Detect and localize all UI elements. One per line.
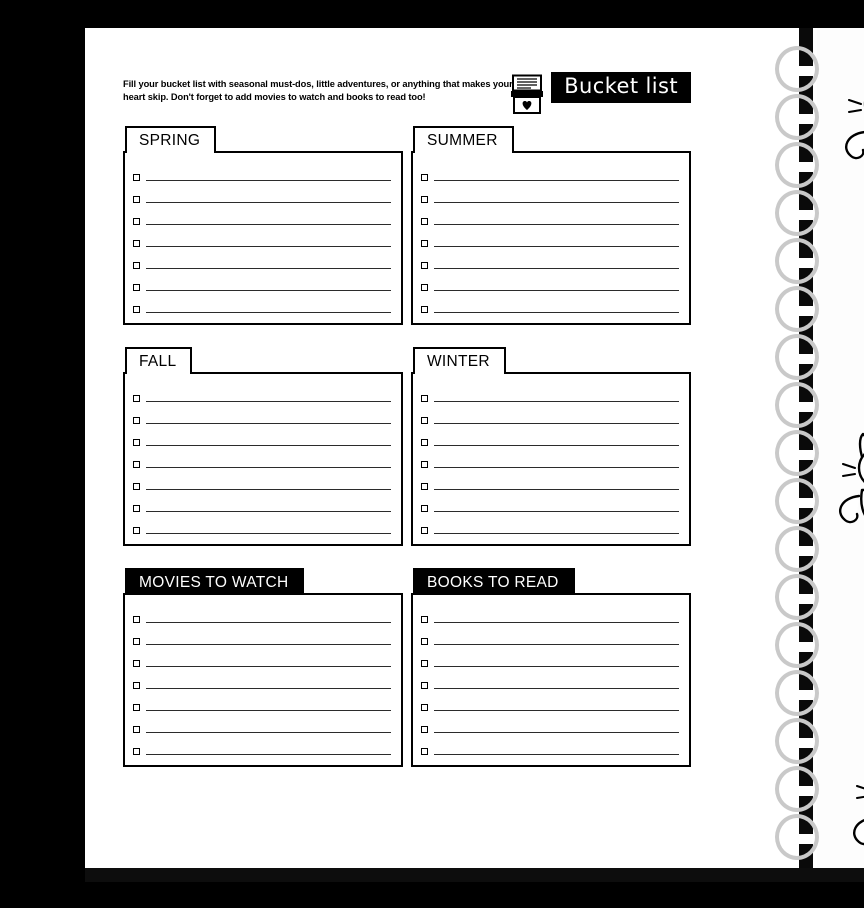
coil-gap [799,690,813,700]
section-lines [123,593,403,767]
list-item[interactable] [421,162,679,184]
checkbox[interactable] [421,395,428,402]
cover-bottom-edge [85,868,864,882]
list-item[interactable] [421,626,679,648]
section-lines [411,372,691,546]
checkbox[interactable] [421,417,428,424]
write-line[interactable] [146,467,391,468]
checkbox[interactable] [133,748,140,755]
list-item[interactable] [133,736,391,758]
checkbox[interactable] [133,682,140,689]
coil-gap [799,498,813,508]
section-label: WINTER [413,347,506,374]
section-label: MOVIES TO WATCH [125,568,304,595]
checkbox[interactable] [421,439,428,446]
list-item[interactable] [133,228,391,250]
page-title: Bucket list [551,72,691,103]
list-item[interactable] [421,493,679,515]
write-line[interactable] [434,290,679,291]
write-line[interactable] [146,180,391,181]
list-item[interactable] [133,405,391,427]
checkbox[interactable] [133,483,140,490]
write-line[interactable] [146,312,391,313]
facing-page [817,28,864,868]
section-lines [411,593,691,767]
coil-gap [799,66,813,76]
list-item[interactable] [421,383,679,405]
checkbox[interactable] [421,660,428,667]
section-label: FALL [125,347,192,374]
section-label: SPRING [125,126,216,153]
checkbox[interactable] [133,527,140,534]
write-line[interactable] [146,246,391,247]
section-movies-to-watch [123,568,403,767]
checkbox[interactable] [421,682,428,689]
write-line[interactable] [146,622,391,623]
checkbox[interactable] [421,240,428,247]
section-winter [411,347,691,546]
list-item[interactable] [133,648,391,670]
list-item[interactable] [133,714,391,736]
list-item[interactable] [421,736,679,758]
title-group [509,72,691,112]
coil-gap [799,162,813,172]
list-item[interactable] [133,604,391,626]
write-line[interactable] [146,202,391,203]
checkbox[interactable] [421,196,428,203]
checkbox[interactable] [133,638,140,645]
coil-gap [799,258,813,268]
list-item[interactable] [421,670,679,692]
write-line[interactable] [146,688,391,689]
coil-gap [799,546,813,556]
list-item[interactable] [421,648,679,670]
intro-paragraph: Fill your bucket list with seasonal must-dos, little adventures, or anything that makes your heart skip. Don't forget to add movies to watch and books to read too! [123,79,513,102]
checkbox[interactable] [133,306,140,313]
write-line[interactable] [146,290,391,291]
coil-gap [799,114,813,124]
checkbox[interactable] [133,505,140,512]
checkbox[interactable] [133,660,140,667]
section-spring [123,126,403,325]
list-item[interactable] [133,294,391,316]
section-lines [123,151,403,325]
checkbox[interactable] [133,704,140,711]
checkbox[interactable] [133,262,140,269]
list-item[interactable] [133,272,391,294]
list-item[interactable] [421,471,679,493]
list-item[interactable] [421,228,679,250]
list-item[interactable] [133,427,391,449]
list-item[interactable] [133,670,391,692]
list-item[interactable] [133,493,391,515]
write-line[interactable] [434,666,679,667]
list-item[interactable] [421,272,679,294]
write-line[interactable] [434,224,679,225]
list-item[interactable] [421,206,679,228]
coil-gap [799,834,813,844]
checkbox[interactable] [421,726,428,733]
write-line[interactable] [434,180,679,181]
write-line[interactable] [434,489,679,490]
printable-content-area [85,28,725,868]
checkbox[interactable] [133,395,140,402]
write-line[interactable] [146,533,391,534]
coil-gap [799,402,813,412]
write-line[interactable] [146,445,391,446]
coil-gap [799,738,813,748]
write-line[interactable] [434,511,679,512]
cat-sticker-3 [827,420,864,542]
list-item[interactable] [421,449,679,471]
write-line[interactable] [434,644,679,645]
checkbox[interactable] [421,174,428,181]
section-lines [123,372,403,546]
write-line[interactable] [146,644,391,645]
list-item[interactable] [421,515,679,537]
section-lines [411,151,691,325]
write-line[interactable] [434,445,679,446]
cat-sticker-5 [839,746,864,866]
list-item[interactable] [421,692,679,714]
checkbox[interactable] [133,218,140,225]
write-line[interactable] [434,467,679,468]
planner-page [85,28,864,868]
checkbox[interactable] [421,505,428,512]
write-line[interactable] [434,312,679,313]
checkbox[interactable] [421,704,428,711]
section-books-to-read [411,568,691,767]
write-line[interactable] [146,732,391,733]
write-line[interactable] [434,202,679,203]
write-line[interactable] [434,246,679,247]
checkbox[interactable] [421,748,428,755]
list-item[interactable] [421,184,679,206]
checkbox[interactable] [421,616,428,623]
coil-gap [799,210,813,220]
checkbox[interactable] [421,527,428,534]
checkbox[interactable] [133,616,140,623]
checkbox[interactable] [421,284,428,291]
write-line[interactable] [434,688,679,689]
list-item[interactable] [421,405,679,427]
sections-grid [123,126,691,767]
write-line[interactable] [146,489,391,490]
list-item[interactable] [133,250,391,272]
list-item[interactable] [421,714,679,736]
checkbox[interactable] [133,417,140,424]
coil-gap [799,594,813,604]
list-item[interactable] [133,692,391,714]
list-item[interactable] [421,427,679,449]
coil-gap [799,786,813,796]
list-item[interactable] [133,162,391,184]
write-line[interactable] [434,533,679,534]
page-header [123,72,691,118]
checkbox[interactable] [421,306,428,313]
coil-gap [799,642,813,652]
write-line[interactable] [146,754,391,755]
list-item[interactable] [421,294,679,316]
checkbox[interactable] [133,439,140,446]
list-item[interactable] [133,206,391,228]
checkbox[interactable] [133,461,140,468]
checkbox[interactable] [421,638,428,645]
write-line[interactable] [146,224,391,225]
cat-sticker-1 [835,56,864,176]
checkbox[interactable] [421,262,428,269]
list-item[interactable] [133,449,391,471]
write-line[interactable] [434,732,679,733]
checkbox[interactable] [133,240,140,247]
checkbox[interactable] [133,174,140,181]
write-line[interactable] [146,710,391,711]
write-line[interactable] [434,754,679,755]
list-item[interactable] [133,515,391,537]
section-summer [411,126,691,325]
list-item[interactable] [133,626,391,648]
write-line[interactable] [434,401,679,402]
checkbox[interactable] [133,726,140,733]
list-item[interactable] [133,383,391,405]
checkbox[interactable] [133,284,140,291]
list-item[interactable] [421,604,679,626]
section-fall [123,347,403,546]
checkbox[interactable] [133,196,140,203]
spiral-binding [775,28,823,868]
bucket-icon [509,74,545,114]
checkbox[interactable] [421,461,428,468]
write-line[interactable] [146,423,391,424]
write-line[interactable] [434,423,679,424]
list-item[interactable] [133,184,391,206]
list-item[interactable] [133,471,391,493]
write-line[interactable] [146,401,391,402]
checkbox[interactable] [421,218,428,225]
checkbox[interactable] [421,483,428,490]
write-line[interactable] [146,666,391,667]
coil-gap [799,354,813,364]
write-line[interactable] [146,511,391,512]
write-line[interactable] [434,622,679,623]
coil-gap [799,450,813,460]
section-label: BOOKS TO READ [413,568,575,595]
coil-gap [799,306,813,316]
section-label: SUMMER [413,126,514,153]
write-line[interactable] [434,710,679,711]
write-line[interactable] [146,268,391,269]
list-item[interactable] [421,250,679,272]
write-line[interactable] [434,268,679,269]
